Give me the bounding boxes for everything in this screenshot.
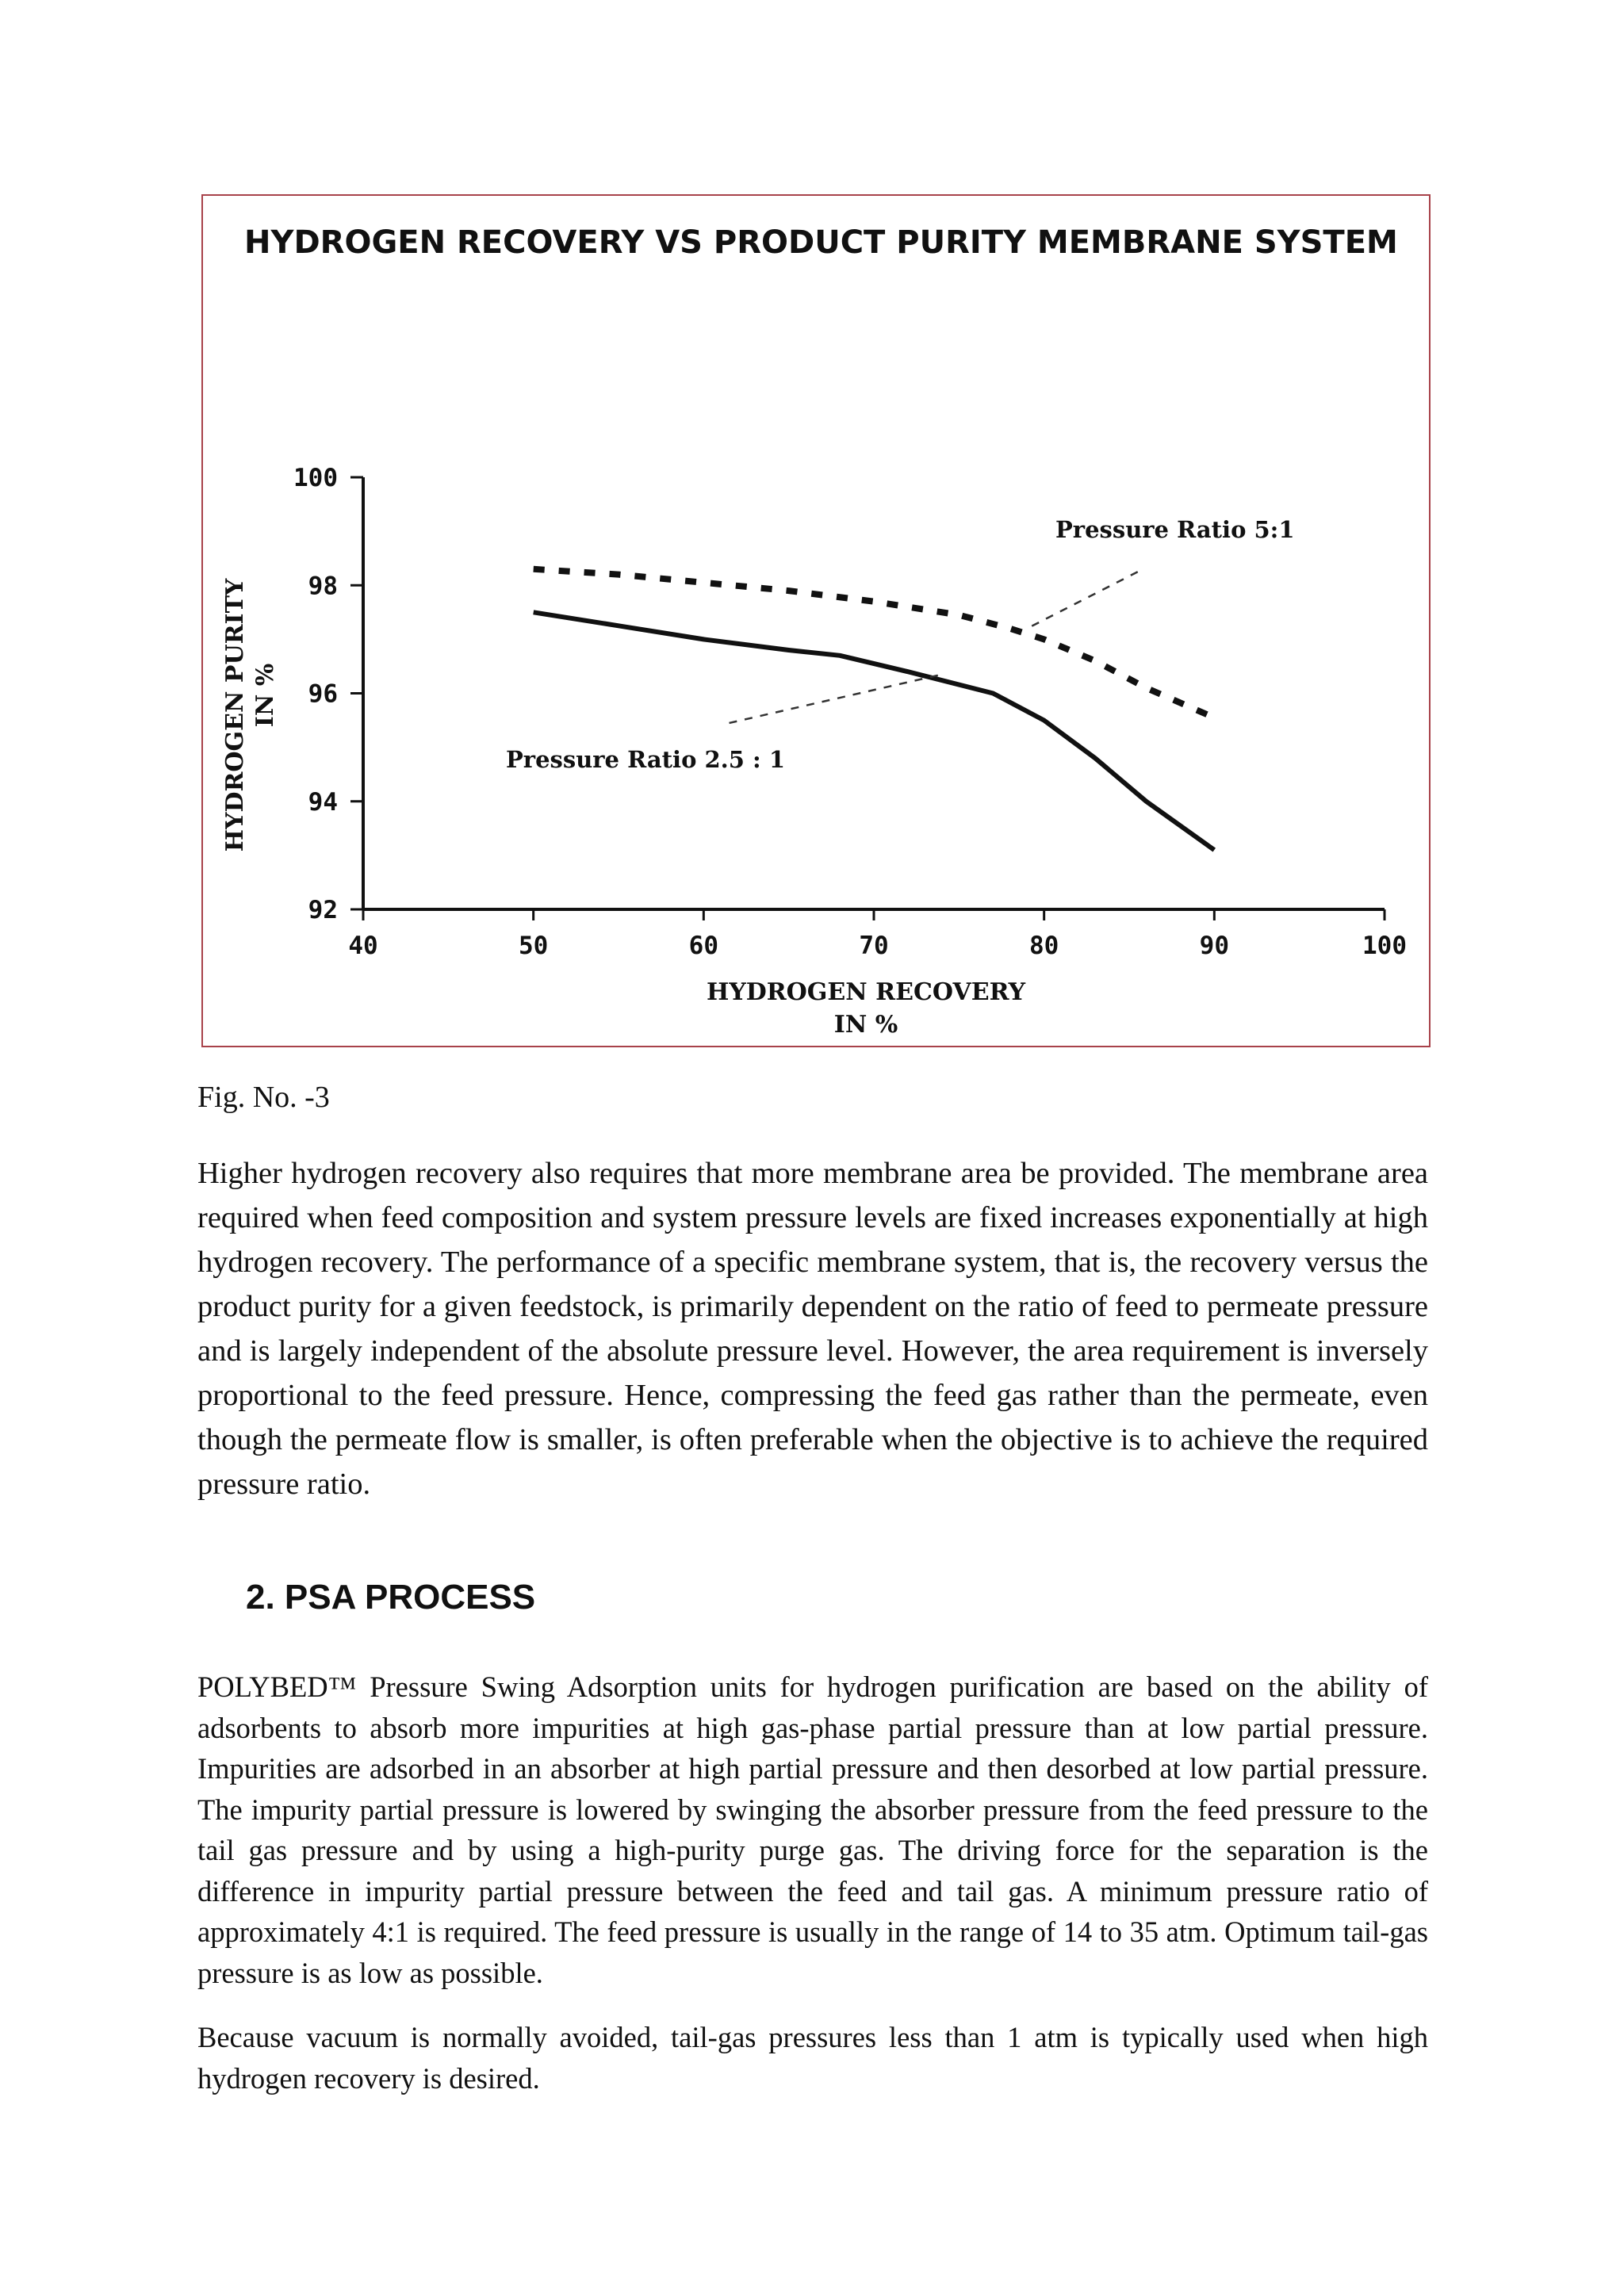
y-tick-label: 92 <box>308 896 338 924</box>
x-axis-label-line1: HYDROGEN RECOVERY <box>706 978 1026 1006</box>
y-tick-label: 98 <box>308 572 338 601</box>
y-tick-label: 96 <box>308 679 338 709</box>
body-paragraph-1: Higher hydrogen recovery also requires that more membrane area be provided. The membrane area required when feed composition and system pressure levels are fixed increases exponentially at high hydrogen recovery. The performance of a specific membrane system, that is, the recovery versus the product purity for a given feedstock, is primarily dependent on the ratio of feed to permeate pressure and is largely independent of the absolute pressure level. However, the area requirement is inversely proportional to the feed pressure. Hence, compressing the feed gas rather than the permeate, even though the permeate flow is smaller, is often preferable when the objective is to achieve the required pressure ratio. <box>197 1157 1428 1501</box>
series-line-pressure-ratio-5-1 <box>534 569 1215 718</box>
x-tick-label: 40 <box>348 932 378 960</box>
annotation-pressure-ratio-2-5-1: Pressure Ratio 2.5 : 1 <box>506 746 786 773</box>
figure-frame <box>201 194 1431 1047</box>
chart-title: HYDROGEN RECOVERY VS PRODUCT PURITY MEMBRANE SYSTEM <box>244 224 1398 261</box>
y-axis-label-line1: HYDROGEN PURITY <box>221 578 249 852</box>
chart-leader-lines <box>730 572 1138 723</box>
chart-series <box>534 569 1215 850</box>
leader-line-pressure-ratio-5-1 <box>1027 572 1138 629</box>
x-tick-label: 90 <box>1199 932 1229 960</box>
figure-caption: Fig. No. -3 <box>197 1081 330 1114</box>
annotation-pressure-ratio-5-1: Pressure Ratio 5:1 <box>1055 516 1295 543</box>
leader-line-pressure-ratio-2-5-1 <box>730 675 942 723</box>
x-tick-label: 50 <box>519 932 549 960</box>
x-axis-label-line2: IN % <box>833 1011 898 1039</box>
body-paragraph-2: POLYBED™ Pressure Swing Adsorption units for hydrogen purification are based on the ability of adsorbents to absorb more impurities at high gas-phase partial pressure than at low partial pressure. Impurities are adsorbed in an absorber at high partial pressure and then desorbed at low partial pressure. The impurity partial pressure is lowered by swinging the absorber pressure from the feed pressure to the tail gas pressure and by using a high-purity purge gas. The driving force for the separation is the difference in impurity partial pressure between the feed and tail gas. A minimum pressure ratio of approximately 4:1 is required. The feed pressure is usually in the range of 14 to 35 atm. Optimum tail-gas pressure is as low as possible. <box>197 1670 1428 1989</box>
y-tick-label: 100 <box>293 464 338 492</box>
section-heading: 2. PSA PROCESS <box>246 1578 536 1617</box>
body-paragraph-3: Because vacuum is normally avoided, tail-gas pressures less than 1 atm is typically used when high hydrogen recovery is desired. <box>197 2021 1428 2095</box>
series-line-pressure-ratio-2-5-1 <box>534 612 1215 850</box>
y-tick-label: 94 <box>308 787 338 817</box>
x-tick-label: 80 <box>1029 932 1059 960</box>
x-tick-label: 60 <box>688 932 718 960</box>
y-axis-label-line2: IN % <box>251 663 279 728</box>
x-tick-label: 70 <box>859 932 889 960</box>
chart <box>203 196 1429 1046</box>
x-tick-label: 100 <box>1362 932 1407 960</box>
